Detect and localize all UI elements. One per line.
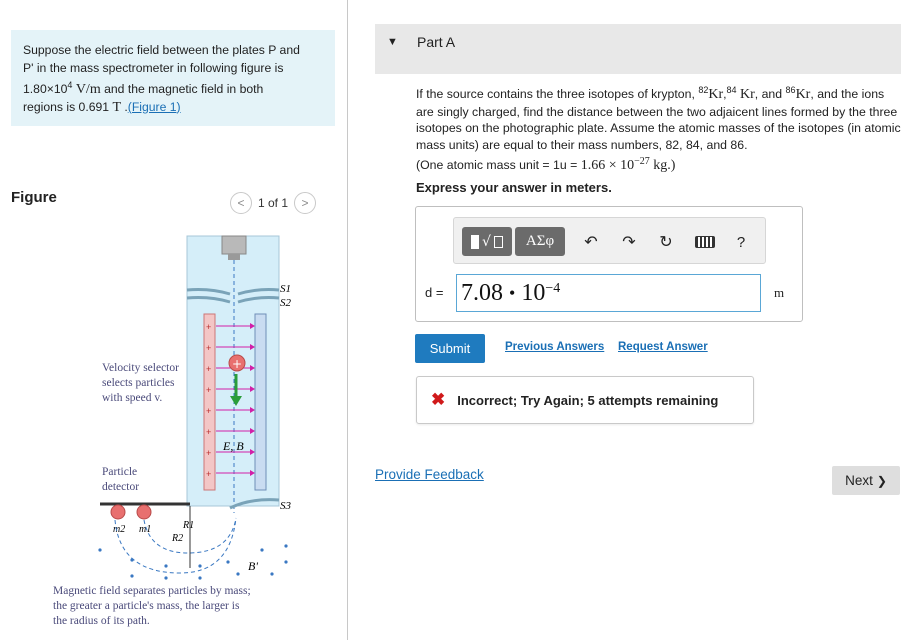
caption-line-1: Magnetic field separates particles by mass; (53, 585, 251, 597)
mass-spectrometer-figure (40, 228, 340, 633)
plus-sign: + (206, 448, 212, 458)
isotope-3-symbol: Kr (795, 87, 811, 103)
field-unit: V/m (75, 82, 101, 98)
answer-variable-label: d = (425, 285, 444, 300)
b-field-unit: T (112, 99, 121, 115)
plus-sign: + (206, 385, 212, 395)
label-particle-detector-1: Particle (102, 466, 138, 478)
amu-definition: (One atomic mass unit = 1u = (416, 158, 581, 173)
field-dot (198, 576, 201, 579)
isotope-2-mass: 84 (726, 85, 737, 95)
reset-icon[interactable]: ↻ (659, 234, 673, 251)
caption-line-3: the radius of its path. (53, 615, 150, 627)
field-dot (260, 548, 263, 551)
request-answer-link[interactable]: Request Answer (618, 341, 708, 353)
next-button[interactable] (832, 466, 900, 495)
label-eb: E, B (223, 439, 244, 453)
label-velocity-selector-3: with speed v. (102, 392, 163, 404)
isotope-3-mass: 86 (785, 85, 796, 95)
particle-m1 (137, 505, 151, 519)
field-dot (226, 560, 229, 563)
negative-plate (255, 314, 266, 490)
templates-button[interactable] (462, 227, 512, 256)
plus-sign: + (206, 406, 212, 416)
field-value: 1.80×10 (23, 82, 68, 97)
plus-sign: + (206, 469, 212, 479)
greek-symbols-button[interactable]: ΑΣφ (515, 227, 565, 256)
particle-m2 (111, 505, 125, 519)
isotope-1-symbol: Kr (708, 87, 724, 103)
next-label: Next (845, 473, 873, 488)
figure-title: Figure (11, 189, 57, 206)
problem-line-3 (23, 77, 323, 99)
field-dot (284, 544, 287, 547)
answer-exponent: −4 (545, 281, 561, 296)
answer-unit: m (774, 285, 785, 300)
label-s3: S3 (280, 500, 291, 512)
chevron-left-icon: < (237, 196, 245, 210)
field-dot (130, 574, 133, 577)
field-dot (164, 576, 167, 579)
amu-exponent: −27 (634, 156, 650, 168)
plus-sign: + (206, 427, 212, 437)
chevron-right-icon: > (301, 196, 309, 210)
redo-icon[interactable]: ↷ (622, 234, 636, 251)
magnetic-field-dots (98, 544, 287, 579)
question-text: If the source contains the three isotopes of krypton, $^{82}$Kr,$^{84}$ Kr, and $^{86}$Kr, and the ions are singly charged, find the distance between the two adjaicent lines formed by the three isotopes on the photographic plate. Assume the atomic masses of the isotopes (in atomic mass units) are equal to their mass numbers, 82, 84, and 86. (One atomic mass unit = $1u = 1.66 \times 10^{-27}$ kg.) (416, 85, 901, 174)
and-word: and (761, 87, 783, 102)
answer-mantissa: 7.08 (461, 279, 503, 306)
amu-value: 1.66 × 10 (580, 158, 635, 174)
problem-line-4: regions is 0.691 T .(Figure 1) (23, 99, 181, 115)
ion-source (222, 236, 246, 254)
submit-button[interactable]: Submit (415, 334, 485, 363)
label-r1: R1 (183, 520, 195, 531)
ion-source-nozzle (228, 254, 240, 260)
field-dot (236, 572, 239, 575)
figure-prev-button[interactable] (230, 192, 252, 214)
help-button[interactable]: ? (736, 233, 746, 251)
answer-dot: • (509, 282, 516, 303)
express-instruction: Express your answer in meters. (416, 180, 612, 195)
label-r2: R2 (172, 533, 184, 544)
label-s1: S1 (280, 283, 291, 295)
b-field-value: regions is 0.691 (23, 99, 110, 114)
feedback-text: Incorrect; Try Again; 5 attempts remaining (457, 392, 719, 408)
problem-line-3-rest: and the magnetic field in both (104, 82, 264, 97)
problem-line-2: P' in the mass spectrometer in following figure is (23, 60, 284, 75)
field-exponent: 4 (67, 80, 73, 90)
label-s2: S2 (280, 297, 291, 309)
label-particle-detector-2: detector (102, 481, 140, 493)
field-dot (164, 564, 167, 567)
error-x-icon: ✖ (431, 390, 446, 409)
undo-icon[interactable]: ↶ (584, 234, 598, 251)
provide-feedback-link[interactable]: Provide Feedback (375, 467, 484, 482)
caption-line-2: the greater a particle's mass, the larger is (53, 600, 240, 612)
figure-next-button[interactable] (294, 192, 316, 214)
label-m2: m2 (113, 524, 126, 535)
label-velocity-selector-1: Velocity selector (102, 362, 179, 374)
isotope-2-symbol: Kr (739, 87, 755, 103)
figure-navigation (230, 192, 316, 214)
label-m1: m1 (139, 524, 152, 535)
problem-line-1: Suppose the electric field between the plates P and (23, 43, 300, 57)
isotope-1-mass: 82 (698, 85, 709, 95)
positive-plate (204, 314, 215, 490)
plus-sign: + (206, 364, 212, 374)
amu-unit: kg.) (653, 158, 676, 174)
figure-link[interactable]: (Figure 1) (127, 99, 181, 114)
question-text-1: If the source contains the three isotopes of krypton, (416, 87, 695, 102)
plus-sign: + (206, 343, 212, 353)
field-dot (198, 564, 201, 567)
field-dot (270, 572, 273, 575)
field-dot (284, 560, 287, 563)
answer-base: 10 (521, 279, 546, 306)
problem-statement (11, 30, 335, 126)
problem-panel (0, 0, 348, 640)
label-b-prime: B' (248, 559, 258, 573)
answer-input[interactable] (456, 274, 761, 312)
chevron-right-icon: ❯ (876, 473, 887, 488)
field-dot (98, 548, 101, 551)
keyboard-icon[interactable] (693, 228, 717, 256)
previous-answers-link[interactable]: Previous Answers (505, 341, 605, 353)
path-m2 (115, 518, 236, 573)
templates-icon: √ (471, 234, 503, 250)
question-text-2: and the ions are singly charged, find the distance between the two adjaicent lines formed by the three isotopes on the photographic plate. Assume the atomic masses of the isotopes (in atomic mass units) are equal to their mass numbers, 82, 84, and 86. (416, 87, 901, 152)
feedback-message (416, 376, 754, 424)
field-dot (130, 558, 133, 561)
figure-counter: 1 of 1 (258, 196, 289, 210)
plus-sign: + (206, 322, 212, 332)
ion-charge: + (232, 357, 243, 371)
collapse-caret-icon[interactable]: ▼ (387, 36, 398, 48)
part-title[interactable]: Part A (417, 34, 456, 50)
label-velocity-selector-2: selects particles (102, 377, 175, 389)
